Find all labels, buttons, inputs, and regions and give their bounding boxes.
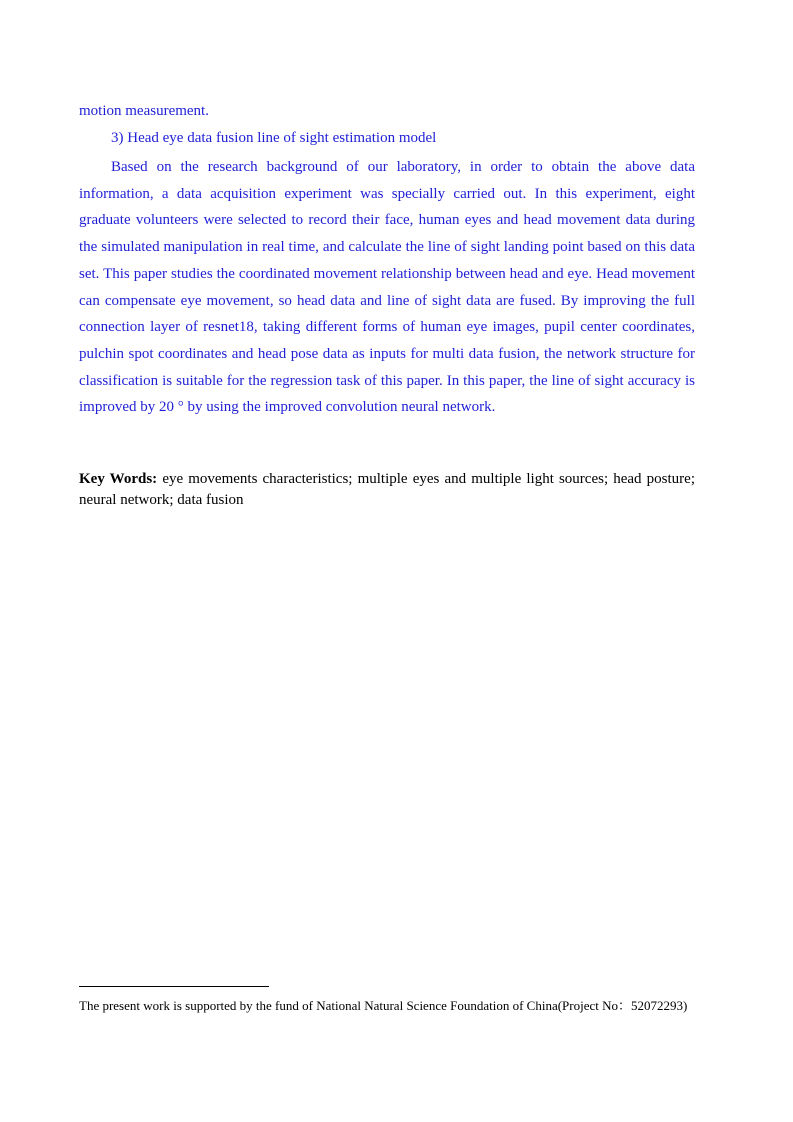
abstract-paragraph: Based on the research background of our laboratory, in order to obtain the above data information, a data acquisition experiment was specially carried out. In this experiment, eight graduate volunteers were selected to record their face, human eyes and head movement data during the simulated manipulation in real time, and calculate the line of sight landing point based on this data set. This paper studies the coordinated movement relationship between head and eye. Head movement can compensate eye movement, so head data and line of sight data are fused. By improving the full connection layer of resnet18, taking different forms of human eye images, pupil center coordinates, pulchin spot coordinates and head pose data as inputs for multi data fusion, the network structure for classification is suitable for the regression task of this paper. In this paper, the line of sight accuracy is improved by 20 ° by using the improved convolution neural network. [79,159,695,416]
keywords-text: eye movements characteristics; multiple eyes and multiple light sources; head posture; neural network; data fusion [79,471,696,508]
section-subheading: 3) Head eye data fusion line of sight estimation model [111,130,437,146]
footnote-text: The present work is supported by the fund of National Natural Science Foundation of China(Project No：52072293) [79,998,688,1013]
footnote-divider [79,986,269,987]
keywords-label: Key Words: [79,471,158,487]
keywords-block [79,469,695,511]
continuation-text: motion measurement. [79,103,209,119]
